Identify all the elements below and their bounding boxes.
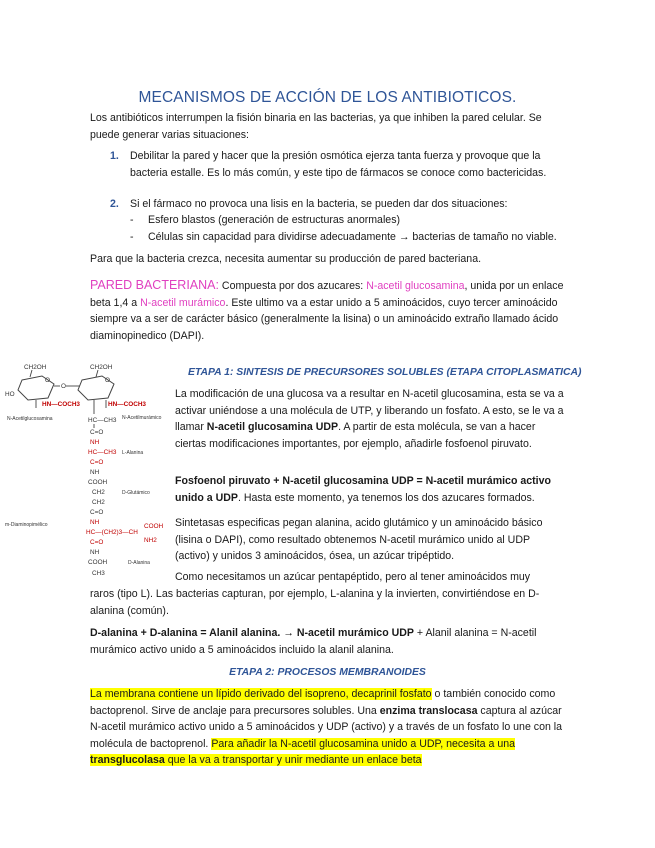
co-4: C=O xyxy=(90,539,104,546)
ch3-end: CH3 xyxy=(92,570,105,577)
dap-chain: HC—(CH2)3—CH xyxy=(86,529,138,536)
sublist-text-2: Células sin capacidad para dividirse adecuadamente → bacterias de tamaño no viable. xyxy=(148,231,557,243)
label-m-diaminopimelico: m-Diaminopimélico xyxy=(5,522,48,528)
o-ring-right: O xyxy=(105,377,110,384)
ch2oh-right-label: CH2OH xyxy=(90,364,113,371)
ho-label: HO xyxy=(5,391,15,398)
hn-coch3-left: HN—COCH3 xyxy=(42,401,80,408)
nh-3: NH xyxy=(90,519,100,526)
co-3: C=O xyxy=(90,509,104,516)
highlight-lipido: La membrana contiene un lípido derivado del isopreno, decaprinil fosfato xyxy=(90,688,432,700)
etapa1-paragraph-4-cont: raros (tipo L). Las bacterias capturan, por ejemplo, L-alanina y la invierten, convirtiéndose en D-alanina (común). xyxy=(90,588,540,617)
pared-paragraph: PARED BACTERIANA: Compuesta por dos azucares: N-acetil glucosamina, unida por un enlace beta 1,4 a N-acetil murámico. Este ultimo va a estar unido a 5 aminoácidos, cuyo tercer aminoácido siempre va a ser de carácter básico (generalmente la lisina) o un aminoácido extraño llamado ácido diaminopinedico (DAPI). xyxy=(90,278,564,342)
sublist-text-1: Esfero blastos (generación de estructuras anormales) xyxy=(148,214,401,226)
hc-cooh: COOH xyxy=(88,479,108,486)
list-number-1: 1. xyxy=(110,150,119,162)
co-2: C=O xyxy=(90,459,104,466)
label-n-acetilglucosamina: N-Acetilglucosamina xyxy=(7,416,53,422)
co-1: C=O xyxy=(90,429,104,436)
hn-coch3-right: HN—COCH3 xyxy=(108,401,146,408)
label-l-alanina: L-Alanina xyxy=(122,450,144,456)
intro-paragraph: Los antibióticos interrumpen la fisión binaria en las bacterias, ya que inhiben la pared celular. Se puede generar varias situaciones: xyxy=(90,112,542,141)
list-number-2: 2. xyxy=(110,198,119,210)
list-text-1: Debilitar la pared y hacer que la presión osmótica ejerza tanta fuerza y provoque que la bacteria estalle. Es lo más común, y este tipo de fármacos se conoce como bactericidas. xyxy=(130,150,547,179)
etapa2-paragraph: La membrana contiene un lípido derivado del isopreno, decaprinil fosfato o también conocido como bactoprenol. Sirve de anclaje para precursores solubles. Una enzima translocasa captura al azúcar N-acetil murámico activo unido a 5 aminoácidos y UDP (activo) y a través de un fosfato lo une con la molécula de bactoprenol. Para añadir la N-acetil glucosamina unido a UDP, necesita a una transglucolasa que la va a transportar y unir mediante un enlace beta xyxy=(90,688,563,767)
ch2-1: CH2 xyxy=(92,489,105,496)
list-text-2: Si el fármaco no provoca una lisis en la bacteria, se pueden dar dos situaciones: xyxy=(130,198,508,210)
hc-ch3-2: HC—CH3 xyxy=(88,449,117,456)
nh-1: NH xyxy=(90,439,100,446)
sugar-glucosamina: N-acetil glucosamina xyxy=(366,280,465,292)
etapa1-paragraph-1: La modificación de una glucosa va a resultar en N-acetil glucosamina, esta se va a activar uniéndose a una molécula de UTP, y liberando un fosfato. A esto, se le va a llamar N-acetil glucosamina UDP. A partir de esta molécula, se van a hacer ciertas modificaciones importantes, por ejemplo, añadirle fosfoenol piruvato. xyxy=(175,388,564,450)
etapa1-paragraph-5: D-alanina + D-alanina = Alanil alanina. → N-acetil murámico UDP + Alanil alanina = N-acetil murámico activo unido a 5 aminoácidos incluido la alanil alanina. xyxy=(90,627,537,656)
label-n-acetilmuramico: N-Acetilmurámico xyxy=(122,415,162,421)
label-d-glutamico: D-Glutámico xyxy=(122,490,150,496)
nh-4: NH xyxy=(90,549,100,556)
hc-ch3-1: HC—CH3 xyxy=(88,417,117,424)
sublist-dash-2: - xyxy=(130,231,134,243)
ch2oh-left-label: CH2OH xyxy=(24,364,47,371)
growth-paragraph: Para que la bacteria crezca, necesita aumentar su producción de pared bacteriana. xyxy=(90,253,482,265)
etapa1-paragraph-4-start: Como necesitamos un azúcar pentapéptido, pero al tener aminoácidos muy xyxy=(175,571,531,583)
sublist-dash-1: - xyxy=(130,214,134,226)
nh-2: NH xyxy=(90,469,100,476)
nh2-dap: NH2 xyxy=(144,537,157,544)
o-ring-left: O xyxy=(45,377,50,384)
highlight-transglucolasa: Para añadir la N-acetil glucosamina unido a UDP, necesita a una xyxy=(211,737,515,750)
etapa1-paragraph-3: Sintetasas especificas pegan alanina, acido glutámico y un aminoácido básico (lisina o DAPI), como resultado obtenemos N-acetil murámico unido al UDP (activo) y unidos 3 aminoácidos, ósea, un azúcar tripéptido. xyxy=(175,517,543,563)
label-d-alanina: D-Alanina xyxy=(128,560,150,566)
o-glycosidic: O xyxy=(61,383,66,390)
etapa2-heading: ETAPA 2: PROCESOS MEMBRANOIDES xyxy=(229,667,426,678)
ch2-2: CH2 xyxy=(92,499,105,506)
etapa1-heading: ETAPA 1: SINTESIS DE PRECURSORES SOLUBLES (ETAPA CITOPLASMATICA) xyxy=(188,367,582,378)
cooh-dap: COOH xyxy=(144,523,164,530)
pared-heading: PARED BACTERIANA: xyxy=(90,278,219,292)
hc-cooh-2: COOH xyxy=(88,559,108,566)
document-title: MECANISMOS DE ACCIÓN DE LOS ANTIBIOTICOS. xyxy=(138,89,517,106)
sugar-muramico: N-acetil murámico xyxy=(140,296,226,309)
peptidoglycan-structure-diagram xyxy=(2,362,172,580)
etapa1-paragraph-2: Fosfoenol piruvato + N-acetil glucosamina UDP = N-acetil murámico activo unido a UDP. Hasta este momento, ya tenemos los dos azucares formados. xyxy=(175,475,551,504)
